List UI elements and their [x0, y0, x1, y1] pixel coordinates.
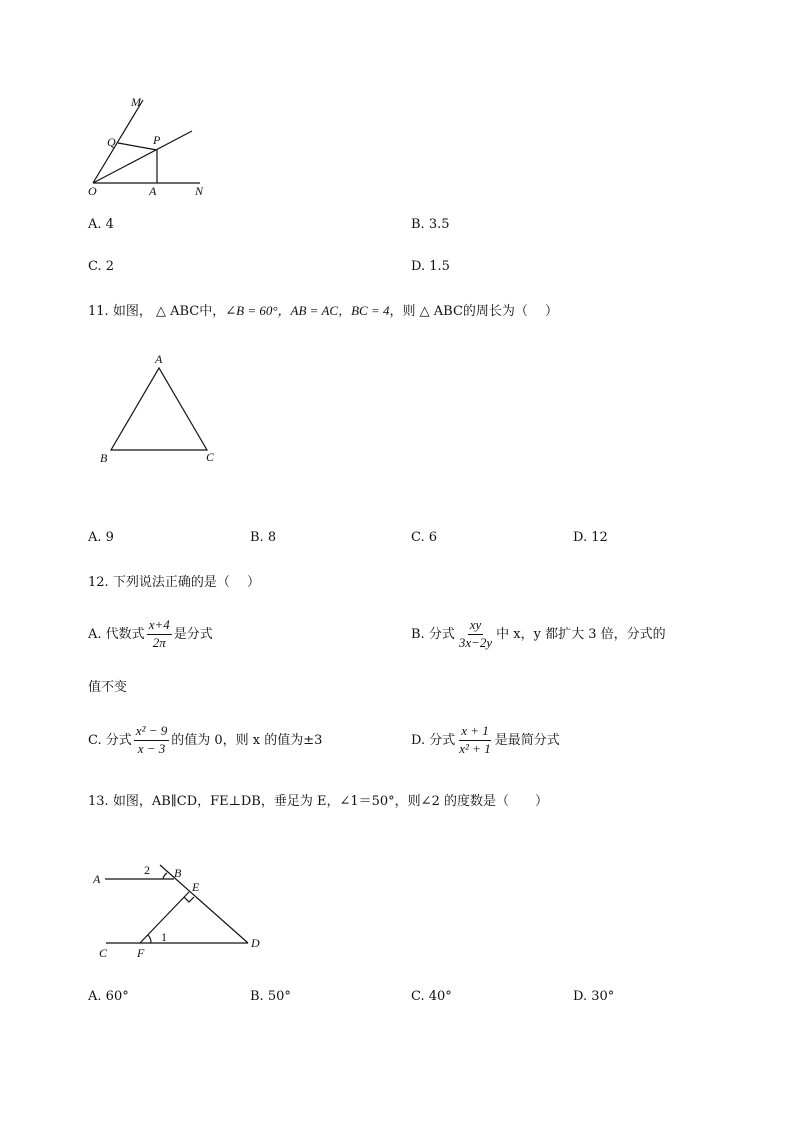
fraction [457, 724, 492, 757]
label-f: F [137, 946, 145, 960]
q12-stem [88, 571, 260, 590]
label-angle-2: 2 [144, 863, 150, 877]
option-text: 8 [267, 530, 277, 545]
option-text: 2 [105, 259, 115, 274]
option-letter: A. [88, 989, 102, 1004]
option-post: 中 x，y 都扩大 3 倍，分式的 [496, 626, 666, 642]
label-p: P [153, 133, 161, 147]
q11-figure [95, 350, 225, 468]
denominator: 3x−2y [458, 634, 493, 650]
option-pre: 分式 [428, 626, 455, 642]
stem-math: ∠B = 60°，AB = AC，BC = 4 [225, 303, 390, 318]
option-letter: B. [411, 217, 425, 232]
label-b: B [174, 866, 182, 880]
option-text: 4 [105, 217, 114, 232]
option-post: 的值为 0，则 x 的值为±3 [171, 732, 323, 748]
q10-option-c[interactable] [88, 259, 114, 274]
q12-option-a[interactable] [88, 618, 213, 651]
q12-option-d[interactable] [411, 724, 560, 757]
numerator: x² − 9 [134, 724, 169, 741]
q10-option-b[interactable] [411, 217, 450, 232]
angle-2-arc [163, 873, 167, 879]
label-m: M [131, 95, 141, 109]
ray-om [93, 100, 143, 183]
label-angle-1: 1 [161, 930, 167, 944]
q10-figure [80, 90, 230, 202]
q11-option-d[interactable] [573, 530, 608, 545]
denominator: x² + 1 [459, 740, 491, 756]
option-letter: C. [411, 530, 425, 545]
label-a: A [149, 184, 157, 198]
segment-pq [118, 143, 157, 150]
option-text: 40° [428, 989, 452, 1004]
q11-option-a[interactable] [88, 530, 114, 545]
option-text: 30° [591, 989, 615, 1004]
q10-option-a[interactable] [88, 217, 114, 232]
q13-option-b[interactable] [250, 989, 291, 1004]
stem-text: 下列说法正确的是（ ） [112, 575, 260, 590]
option-letter: B. [250, 989, 264, 1004]
option-letter: A. [88, 626, 102, 642]
denominator: 2π [152, 634, 166, 650]
q11-stem [88, 300, 558, 319]
question-number: 11. [88, 304, 109, 319]
q12-option-b[interactable] [411, 618, 666, 651]
question-number: 12. [88, 575, 109, 590]
label-a: A [155, 352, 163, 366]
option-text: 3.5 [428, 217, 450, 232]
label-q: Q [107, 135, 116, 149]
option-letter: A. [88, 217, 102, 232]
option-pre: 代数式 [105, 626, 145, 642]
fraction [457, 618, 494, 651]
q13-option-a[interactable] [88, 989, 129, 1004]
fraction [134, 724, 169, 757]
option-text: 9 [105, 530, 114, 545]
triangle-abc [111, 368, 207, 450]
option-letter: B. [411, 626, 425, 642]
numerator: x + 1 [459, 724, 491, 741]
option-letter: D. [411, 259, 426, 274]
label-a: A [93, 872, 101, 886]
numerator: x+4 [147, 618, 172, 635]
option-text: 50° [267, 989, 291, 1004]
option-post: 是分式 [173, 626, 213, 642]
stem-text: △ ABC中， [155, 304, 226, 319]
option-letter: C. [88, 259, 102, 274]
option-pre: 分式 [105, 732, 132, 748]
option-text: 1.5 [429, 259, 450, 274]
option-post: 是最简分式 [494, 732, 560, 748]
q10-option-d[interactable] [411, 259, 450, 274]
option-text: 6 [428, 530, 438, 545]
q12-option-c[interactable] [88, 724, 322, 757]
right-angle-mark [184, 897, 194, 902]
label-c: C [206, 450, 215, 464]
option-letter: D. [573, 989, 588, 1004]
option-letter: C. [88, 732, 102, 748]
label-c: C [99, 946, 108, 960]
option-text: 12 [591, 530, 608, 545]
q13-option-d[interactable] [573, 989, 614, 1004]
label-b: B [100, 451, 108, 465]
q11-option-c[interactable] [411, 530, 437, 545]
q13-stem [88, 790, 548, 809]
stem-text: 如图，AB∥CD，FE⊥DB，垂足为 E，∠1＝50°，则∠2 的度数是（ ） [112, 794, 548, 809]
q13-option-c[interactable] [411, 989, 452, 1004]
q11-option-b[interactable] [250, 530, 276, 545]
numerator: xy [468, 618, 484, 635]
option-letter: B. [250, 530, 264, 545]
stem-text: △ ABC的周长为（ ） [419, 304, 559, 319]
label-e: E [192, 880, 200, 894]
option-text: 60° [105, 989, 129, 1004]
stem-text: 如图， [112, 304, 152, 319]
label-n: N [195, 184, 204, 198]
stem-text: ，则 [389, 304, 416, 319]
option-letter: A. [88, 530, 102, 545]
question-number: 13. [88, 794, 109, 809]
option-letter: C. [411, 989, 425, 1004]
option-letter: D. [411, 732, 426, 748]
option-pre: 分式 [429, 732, 456, 748]
label-d: D [251, 936, 260, 950]
denominator: x − 3 [137, 740, 166, 756]
label-o: O [88, 184, 97, 198]
option-letter: D. [573, 530, 588, 545]
q13-figure [88, 828, 278, 963]
fraction [147, 618, 172, 651]
q12-option-b-continuation: 值不变 [88, 680, 128, 695]
angle-1-arc [148, 935, 151, 943]
